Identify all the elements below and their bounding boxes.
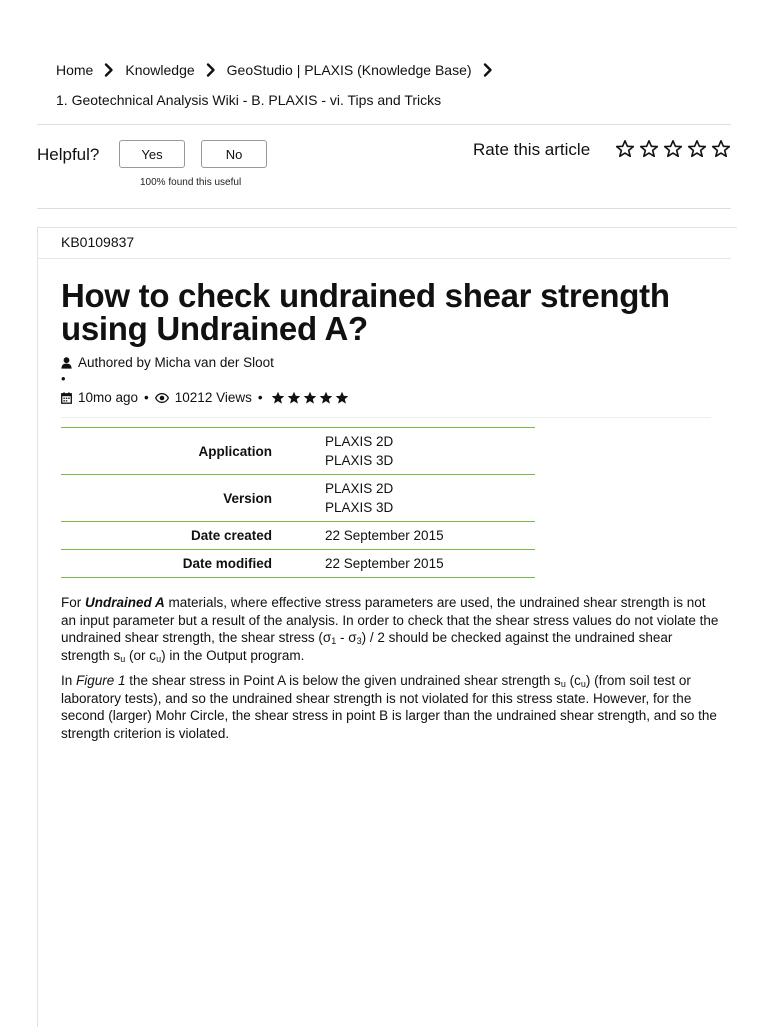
article-author: [61, 355, 274, 370]
article-age: 10mo ago: [78, 390, 139, 405]
table-row: [61, 522, 535, 550]
property-label: Date created: [190, 528, 272, 543]
star-filled-icon: [271, 391, 285, 405]
text-run: (or c: [125, 647, 157, 663]
body-paragraph: [61, 672, 721, 742]
property-label: Version: [223, 490, 272, 506]
subscript: u: [156, 653, 162, 664]
table-row: [61, 428, 535, 475]
chevron-right-icon: [480, 62, 496, 78]
property-value: [325, 475, 535, 522]
breadcrumb-row: [56, 90, 746, 110]
subscript: u: [560, 679, 566, 689]
meta-separator: •: [61, 371, 66, 386]
sigma-symbol: σ: [348, 630, 357, 645]
breadcrumb-category-link[interactable]: 1. Geotechnical Analysis Wiki - B. PLAXIS - vi. Tips and Tricks: [56, 92, 442, 108]
text-run: -: [336, 630, 349, 645]
chevron-right-icon: [101, 62, 117, 78]
found-useful-text: 100% found this useful: [140, 177, 242, 188]
table-row: [61, 550, 535, 578]
text-run: ) in the Output program.: [161, 647, 305, 663]
property-value-line: PLAXIS 3D: [325, 500, 394, 515]
sigma-symbol: σ: [322, 630, 332, 645]
divider: [37, 124, 731, 125]
property-value-line: 22 September 2015: [325, 528, 444, 543]
property-value: [325, 550, 535, 578]
breadcrumb-knowledge-base-link[interactable]: GeoStudio | PLAXIS (Knowledge Base): [226, 62, 472, 78]
helpful-label: Helpful?: [37, 145, 100, 164]
chevron-right-icon: [203, 62, 219, 78]
yes-button[interactable]: Yes: [119, 140, 185, 168]
user-icon: [61, 357, 72, 369]
property-label: Application: [198, 443, 272, 459]
star-outline-icon[interactable]: [687, 138, 707, 160]
rate-article-label: Rate this article: [473, 140, 591, 159]
property-value-line: 22 September 2015: [325, 556, 444, 571]
breadcrumb-home-link[interactable]: Home: [56, 62, 94, 78]
author-text: Authored by Micha van der Sloot: [78, 355, 274, 370]
star-filled-icon: [303, 391, 317, 405]
text-run: ) / 2 should be checked against the undrained shear strength s: [61, 630, 673, 663]
property-value-line: PLAXIS 3D: [325, 453, 394, 468]
text-run: ) (from soil test or laboratory tests), and so the undrained shear strength is not violated for this stress state. However, for the second (larger) Mohr Circle, the shear stress in point B is larger than the undrained shear strength, and so the strength criterion is violated.: [61, 673, 717, 741]
meta-separator: •: [257, 390, 263, 405]
meta-separator: •: [144, 390, 149, 405]
property-value: [325, 522, 535, 550]
breadcrumb-row: [56, 60, 746, 80]
star-filled-icon: [335, 391, 349, 405]
eye-icon: [155, 393, 169, 403]
article-star-rating: [271, 391, 351, 405]
calendar-icon: [61, 392, 72, 404]
star-filled-icon: [319, 391, 333, 405]
property-label: Date modified: [182, 556, 272, 571]
text-run: (c: [565, 673, 581, 688]
table-row: [61, 475, 535, 522]
star-outline-icon[interactable]: [615, 138, 635, 160]
breadcrumb: [56, 60, 746, 110]
subscript: u: [120, 653, 126, 664]
divider: [37, 208, 731, 209]
divider: [38, 258, 731, 259]
kb-number: KB0109837: [61, 234, 135, 250]
article-body: [61, 594, 721, 750]
body-paragraph: [61, 594, 721, 664]
text-run: the shear stress in Point A is below the given undrained shear strength s: [125, 673, 561, 688]
subscript: u: [580, 679, 586, 689]
property-value-line: PLAXIS 2D: [325, 481, 394, 496]
article-title: How to check undrained shear strength using Undrained A?: [61, 277, 670, 347]
article-views: 10212 Views: [174, 390, 252, 405]
text-run: For: [61, 595, 86, 610]
property-value: [325, 428, 535, 475]
star-outline-icon[interactable]: [711, 138, 731, 160]
article-meta: [61, 390, 351, 405]
divider: [61, 417, 711, 418]
text-run: In: [61, 673, 77, 688]
emphasis-text: Undrained A: [85, 595, 165, 610]
text-run: materials, where effective stress parameters are used, the undrained shear strength is not an input parameter but a result of the analysis. In order to check that the shear stress values do not violate the undrained shear strength, the shear stress (: [61, 595, 719, 645]
breadcrumb-knowledge-link[interactable]: Knowledge: [125, 62, 195, 78]
subscript: 1: [331, 636, 337, 646]
figure-reference: Figure 1: [76, 673, 126, 688]
article-properties-table: [61, 427, 535, 578]
star-outline-icon[interactable]: [663, 138, 683, 160]
property-value-line: PLAXIS 2D: [325, 434, 394, 449]
subscript: 3: [356, 636, 362, 646]
star-outline-icon[interactable]: [639, 138, 659, 160]
star-filled-icon: [287, 391, 301, 405]
rating-input: [615, 138, 735, 160]
no-button[interactable]: No: [201, 140, 267, 168]
